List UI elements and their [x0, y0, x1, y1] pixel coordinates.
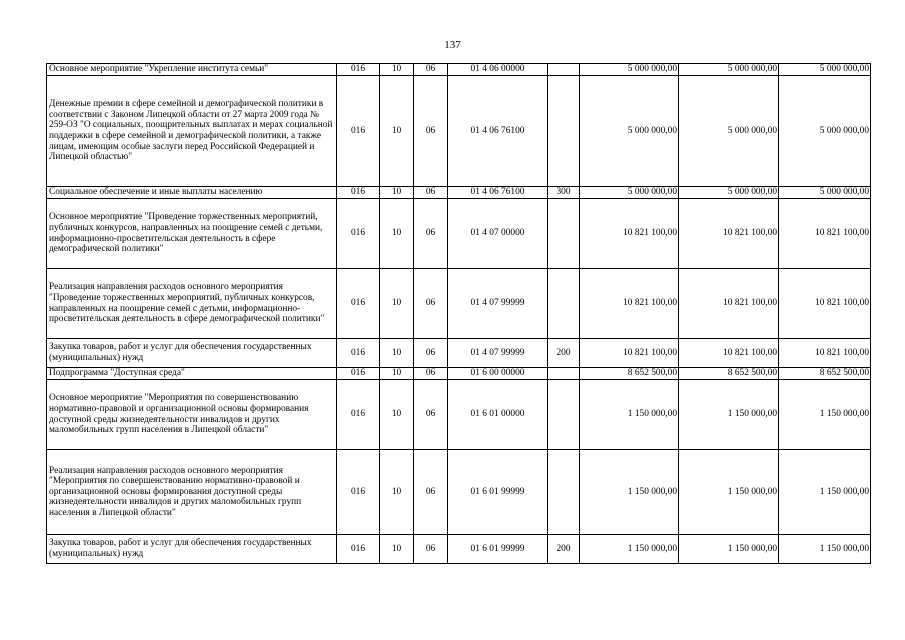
expense-type-code: 200: [548, 535, 580, 564]
amount-year-1: 1 150 000,00: [580, 450, 679, 535]
subsection-code: 06: [414, 380, 448, 450]
target-article-code: 01 6 01 00000: [448, 380, 548, 450]
section-code: 10: [380, 535, 414, 564]
subsection-code: 06: [414, 339, 448, 368]
target-article-code: 01 4 06 76100: [448, 76, 548, 187]
expense-type-code: [548, 380, 580, 450]
subsection-code: 06: [414, 76, 448, 187]
section-code: 10: [380, 199, 414, 269]
subsection-code: 06: [414, 199, 448, 269]
table-row: [47, 368, 871, 380]
row-name: Основное мероприятие "Мероприятия по совершенствованию нормативно-правовой и организационной основы формирования доступной среды жизнедеятельности инвалидов и других маломобильных групп населения в Липецкой области": [47, 380, 337, 450]
amount-year-1: 10 821 100,00: [580, 269, 679, 339]
target-article-code: 01 4 06 76100: [448, 187, 548, 199]
page-number: 137: [444, 39, 461, 51]
expense-type-code: [548, 368, 580, 380]
ministry-code: 016: [337, 269, 380, 339]
table-row: [47, 535, 871, 564]
row-name: Реализация направления расходов основного мероприятия "Проведение торжественных мероприятий, публичных конкурсов, направленных на поощрение семей с детьми, информационно-просветительская деятельность в сфере демографической политики": [47, 269, 337, 339]
section-code: 10: [380, 76, 414, 187]
budget-table: [46, 63, 871, 564]
table-row: [47, 199, 871, 269]
target-article-code: 01 6 01 99999: [448, 535, 548, 564]
expense-type-code: [548, 269, 580, 339]
table-row: [47, 64, 871, 76]
ministry-code: 016: [337, 64, 380, 76]
amount-year-2: 8 652 500,00: [679, 368, 779, 380]
ministry-code: 016: [337, 339, 380, 368]
subsection-code: 06: [414, 450, 448, 535]
ministry-code: 016: [337, 76, 380, 187]
amount-year-2: 1 150 000,00: [679, 450, 779, 535]
target-article-code: 01 6 01 99999: [448, 450, 548, 535]
amount-year-1: 10 821 100,00: [580, 339, 679, 368]
row-name: Денежные премии в сфере семейной и демографической политики в соответствии с Законом Липецкой области от 27 марта 2009 года № 259-ОЗ "О социальных, поощрительных выплатах и мерах социальной поддержки в сфере семейной и демографической политики, а также лицам, имеющим особые заслуги перед Российской Федерацией и Липецкой областью": [47, 76, 337, 187]
section-code: 10: [380, 269, 414, 339]
target-article-code: 01 4 07 99999: [448, 339, 548, 368]
amount-year-1: 5 000 000,00: [580, 76, 679, 187]
expense-type-code: 200: [548, 339, 580, 368]
row-name: Закупка товаров, работ и услуг для обеспечения государственных (муниципальных) нужд: [47, 535, 337, 564]
subsection-code: 06: [414, 535, 448, 564]
section-code: 10: [380, 64, 414, 76]
amount-year-3: 10 821 100,00: [779, 269, 871, 339]
subsection-code: 06: [414, 269, 448, 339]
expense-type-code: [548, 64, 580, 76]
expense-type-code: [548, 199, 580, 269]
row-name: Социальное обеспечение и иные выплаты населению: [47, 187, 337, 199]
section-code: 10: [380, 187, 414, 199]
amount-year-3: 5 000 000,00: [779, 76, 871, 187]
table-row: [47, 450, 871, 535]
ministry-code: 016: [337, 368, 380, 380]
row-name: Основное мероприятие "Проведение торжественных мероприятий, публичных конкурсов, направленных на поощрение семей с детьми, информационно-просветительская деятельность в сфере демографической политики": [47, 199, 337, 269]
table-row: [47, 187, 871, 199]
target-article-code: 01 4 06 00000: [448, 64, 548, 76]
amount-year-3: 1 150 000,00: [779, 535, 871, 564]
amount-year-1: 1 150 000,00: [580, 535, 679, 564]
target-article-code: 01 4 07 00000: [448, 199, 548, 269]
amount-year-1: 5 000 000,00: [580, 187, 679, 199]
subsection-code: 06: [414, 187, 448, 199]
ministry-code: 016: [337, 380, 380, 450]
amount-year-2: 10 821 100,00: [679, 269, 779, 339]
subsection-code: 06: [414, 64, 448, 76]
row-name: Основное мероприятие "Укрепление института семьи": [47, 64, 337, 76]
target-article-code: 01 6 00 00000: [448, 368, 548, 380]
expense-type-code: [548, 450, 580, 535]
ministry-code: 016: [337, 535, 380, 564]
amount-year-3: 10 821 100,00: [779, 199, 871, 269]
row-name: Подпрограмма "Доступная среда": [47, 368, 337, 380]
amount-year-2: 5 000 000,00: [679, 187, 779, 199]
amount-year-2: 5 000 000,00: [679, 64, 779, 76]
section-code: 10: [380, 380, 414, 450]
amount-year-2: 10 821 100,00: [679, 199, 779, 269]
amount-year-1: 10 821 100,00: [580, 199, 679, 269]
subsection-code: 06: [414, 368, 448, 380]
table-row: [47, 76, 871, 187]
amount-year-3: 1 150 000,00: [779, 380, 871, 450]
amount-year-3: 1 150 000,00: [779, 450, 871, 535]
amount-year-2: 10 821 100,00: [679, 339, 779, 368]
table-row: [47, 380, 871, 450]
amount-year-1: 8 652 500,00: [580, 368, 679, 380]
section-code: 10: [380, 368, 414, 380]
amount-year-3: 5 000 000,00: [779, 64, 871, 76]
amount-year-1: 5 000 000,00: [580, 64, 679, 76]
expense-type-code: [548, 76, 580, 187]
target-article-code: 01 4 07 99999: [448, 269, 548, 339]
section-code: 10: [380, 339, 414, 368]
amount-year-2: 5 000 000,00: [679, 76, 779, 187]
amount-year-2: 1 150 000,00: [679, 535, 779, 564]
row-name: Закупка товаров, работ и услуг для обеспечения государственных (муниципальных) нужд: [47, 339, 337, 368]
amount-year-3: 10 821 100,00: [779, 339, 871, 368]
ministry-code: 016: [337, 199, 380, 269]
section-code: 10: [380, 450, 414, 535]
amount-year-3: 8 652 500,00: [779, 368, 871, 380]
expense-type-code: 300: [548, 187, 580, 199]
table-row: [47, 269, 871, 339]
amount-year-1: 1 150 000,00: [580, 380, 679, 450]
amount-year-2: 1 150 000,00: [679, 380, 779, 450]
ministry-code: 016: [337, 187, 380, 199]
row-name: Реализация направления расходов основного мероприятия "Мероприятия по совершенствованию нормативно-правовой и организационной основы формирования доступной среды жизнедеятельности инвалидов и других маломобильных групп населения в Липецкой области": [47, 450, 337, 535]
amount-year-3: 5 000 000,00: [779, 187, 871, 199]
ministry-code: 016: [337, 450, 380, 535]
table-row: [47, 339, 871, 368]
